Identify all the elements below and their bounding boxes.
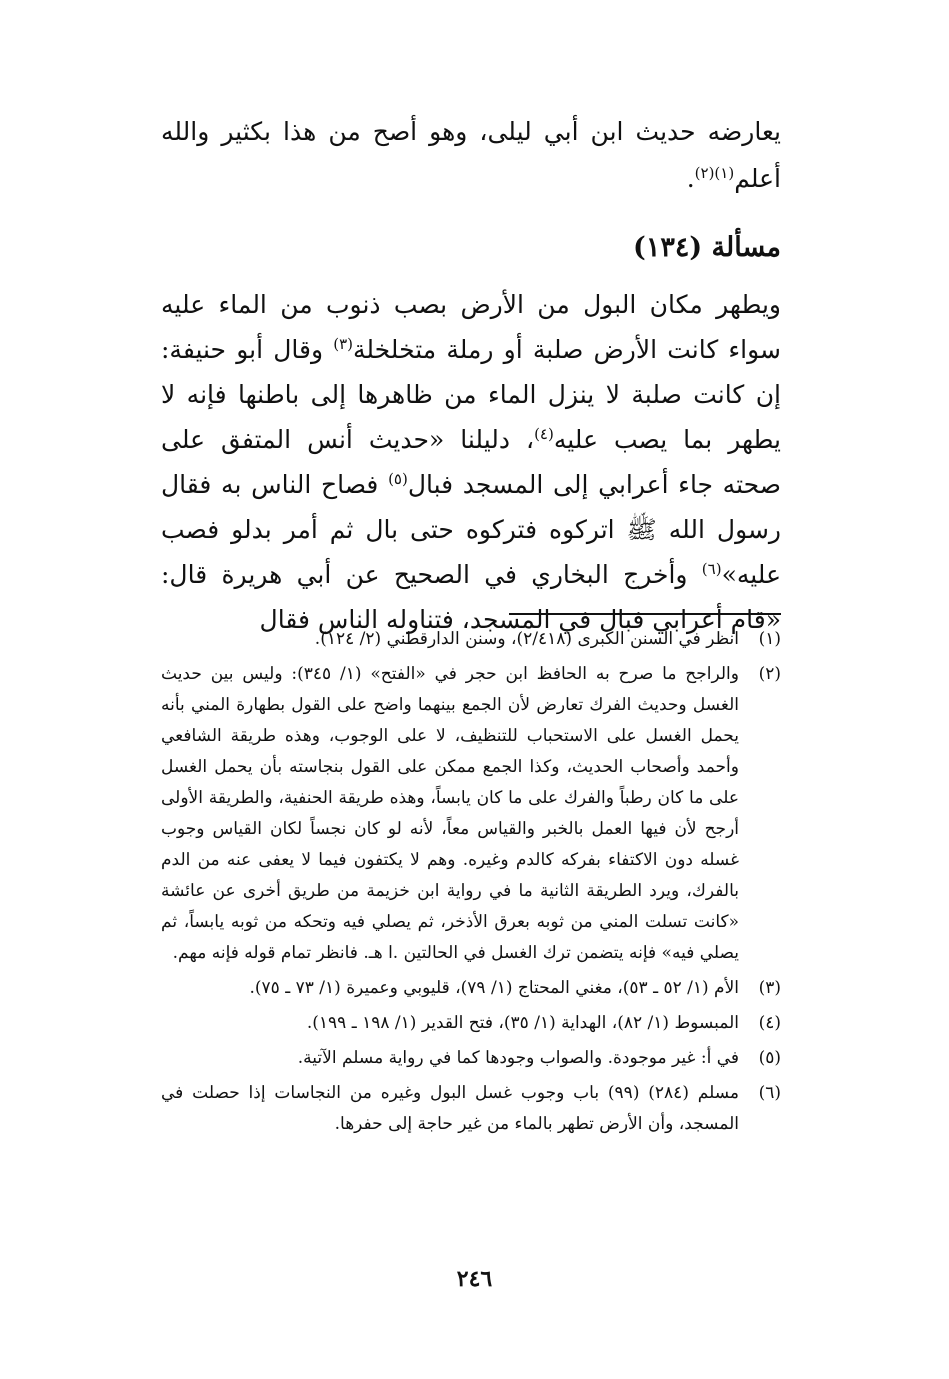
footnote-divider: [509, 613, 781, 615]
paragraph-segment: فصاح الناس به فقال رسول الله ﷺ اتركوه فتركوه حتى بال ثم أمر بدلو فصب عليه»: [161, 470, 781, 589]
footnote-item: [161, 1078, 781, 1140]
footnote-text: في أ: غير موجودة. والصواب وجودها كما في رواية مسلم الآتية.: [297, 1048, 739, 1068]
footnote-text: المبسوط (١/ ٨٢)، الهداية (١/ ٣٥)، فتح القدير (١/ ١٩٨ ـ ١٩٩).: [306, 1013, 739, 1033]
footnote-number: (١): [758, 629, 781, 649]
footnote-item: [161, 624, 781, 655]
footnote-text: الأم (١/ ٥٢ ـ ٥٣)، مغني المحتاج (١/ ٧٩)، قليوبي وعميرة (١/ ٧٣ ـ ٧٥).: [249, 978, 739, 998]
continuation-paragraph: [161, 108, 781, 202]
paragraph-segment: وأخرج البخاري في الصحيح عن أبي هريرة قال: «قام أعرابي فبال في المسجد، فتناوله الناس فقال: [161, 560, 781, 634]
main-paragraph: [161, 282, 781, 642]
footnote-ref[interactable]: (٤): [534, 425, 554, 443]
page-number: ٢٤٦: [456, 1266, 493, 1292]
footnote-ref[interactable]: (١)(٢): [694, 164, 735, 182]
issue-heading: مسألة (١٣٤): [633, 232, 781, 263]
continuation-text: يعارضه حديث ابن أبي ليلى، وهو أصح من هذا بكثير والله أعلم: [161, 117, 781, 193]
footnote-item: [161, 1043, 781, 1074]
paragraph-segment: وقال أبو حنيفة: إن كانت صلبة لا ينزل الماء من ظاهرها إلى باطنها فإنه لا يطهر بما يصب عليه: [161, 335, 781, 454]
footnote-ref[interactable]: (٣): [333, 335, 353, 353]
footnote-ref[interactable]: (٦): [701, 560, 722, 578]
footnote-number: (٢): [758, 664, 781, 684]
footnote-item: [161, 973, 781, 1004]
footnote-number: (٤): [758, 1013, 781, 1033]
footnote-text: انظر في السنن الكبرى (٢/٤١٨)، وسنن الدارقطني (٢/ ١٢٤).: [314, 629, 739, 649]
paragraph-segment: ويطهر مكان البول من الأرض بصب ذنوب من الماء عليه سواء كانت الأرض صلبة أو رملة متخلخلة: [161, 290, 781, 364]
footnote-ref[interactable]: (٥): [388, 470, 408, 488]
footnote-number: (٣): [758, 978, 781, 998]
paragraph-segment: ، دليلنا «حديث أنس المتفق على صحته جاء أعرابي إلى المسجد فبال: [161, 425, 781, 499]
footnote-text: مسلم (٢٨٤) (٩٩) باب وجوب غسل البول وغيره من النجاسات إذا حصلت في المسجد، وأن الأرض تطهر بالماء من غير حاجة إلى حفرها.: [161, 1083, 740, 1134]
footnotes-section: [161, 624, 781, 1144]
footnote-number: (٦): [758, 1083, 781, 1103]
footnote-number: (٥): [758, 1048, 781, 1068]
footnote-item: [161, 659, 781, 969]
continuation-end: .: [686, 164, 695, 193]
footnote-text: والراجح ما صرح به الحافظ ابن حجر في «الفتح» (١/ ٣٤٥): وليس بين حديث الغسل وحديث الفرك تعارض لأن الجمع بينهما واضح على القول بطهارة المني بأنه يحمل الغسل على الاستحباب للتنظيف، لا على الوجوب، وهذه طريقة الشافعي وأحمد وأصحاب الحديث، وكذا الجمع ممكن على القول بنجاسته بأن يحمل الغسل على ما كان رطباً والفرك على ما كان يابساً، وهذه طريقة الحنفية، والطريقة الأولى أرجح لأن فيها العمل بالخبر والقياس معاً، لأنه لو كان نجساً لكان القياس وجوب غسله دون الاكتفاء بفركه كالدم وغيره. وهم لا يكتفون فيما لا يعفى عنه من الدم بالفرك، ويرد الطريقة الثانية ما في رواية ابن خزيمة من طريق أخرى عن عائشة «كانت تسلت المني من ثوبه بعرق الأذخر، ثم يصلي فيه وتحكه من ثوبه يابساً، ثم يصلي فيه» فإنه يتضمن ترك الغسل في الحالتين .ا هـ. فانظر تمام قوله فإنه مهم.: [161, 664, 739, 963]
footnote-item: [161, 1008, 781, 1039]
